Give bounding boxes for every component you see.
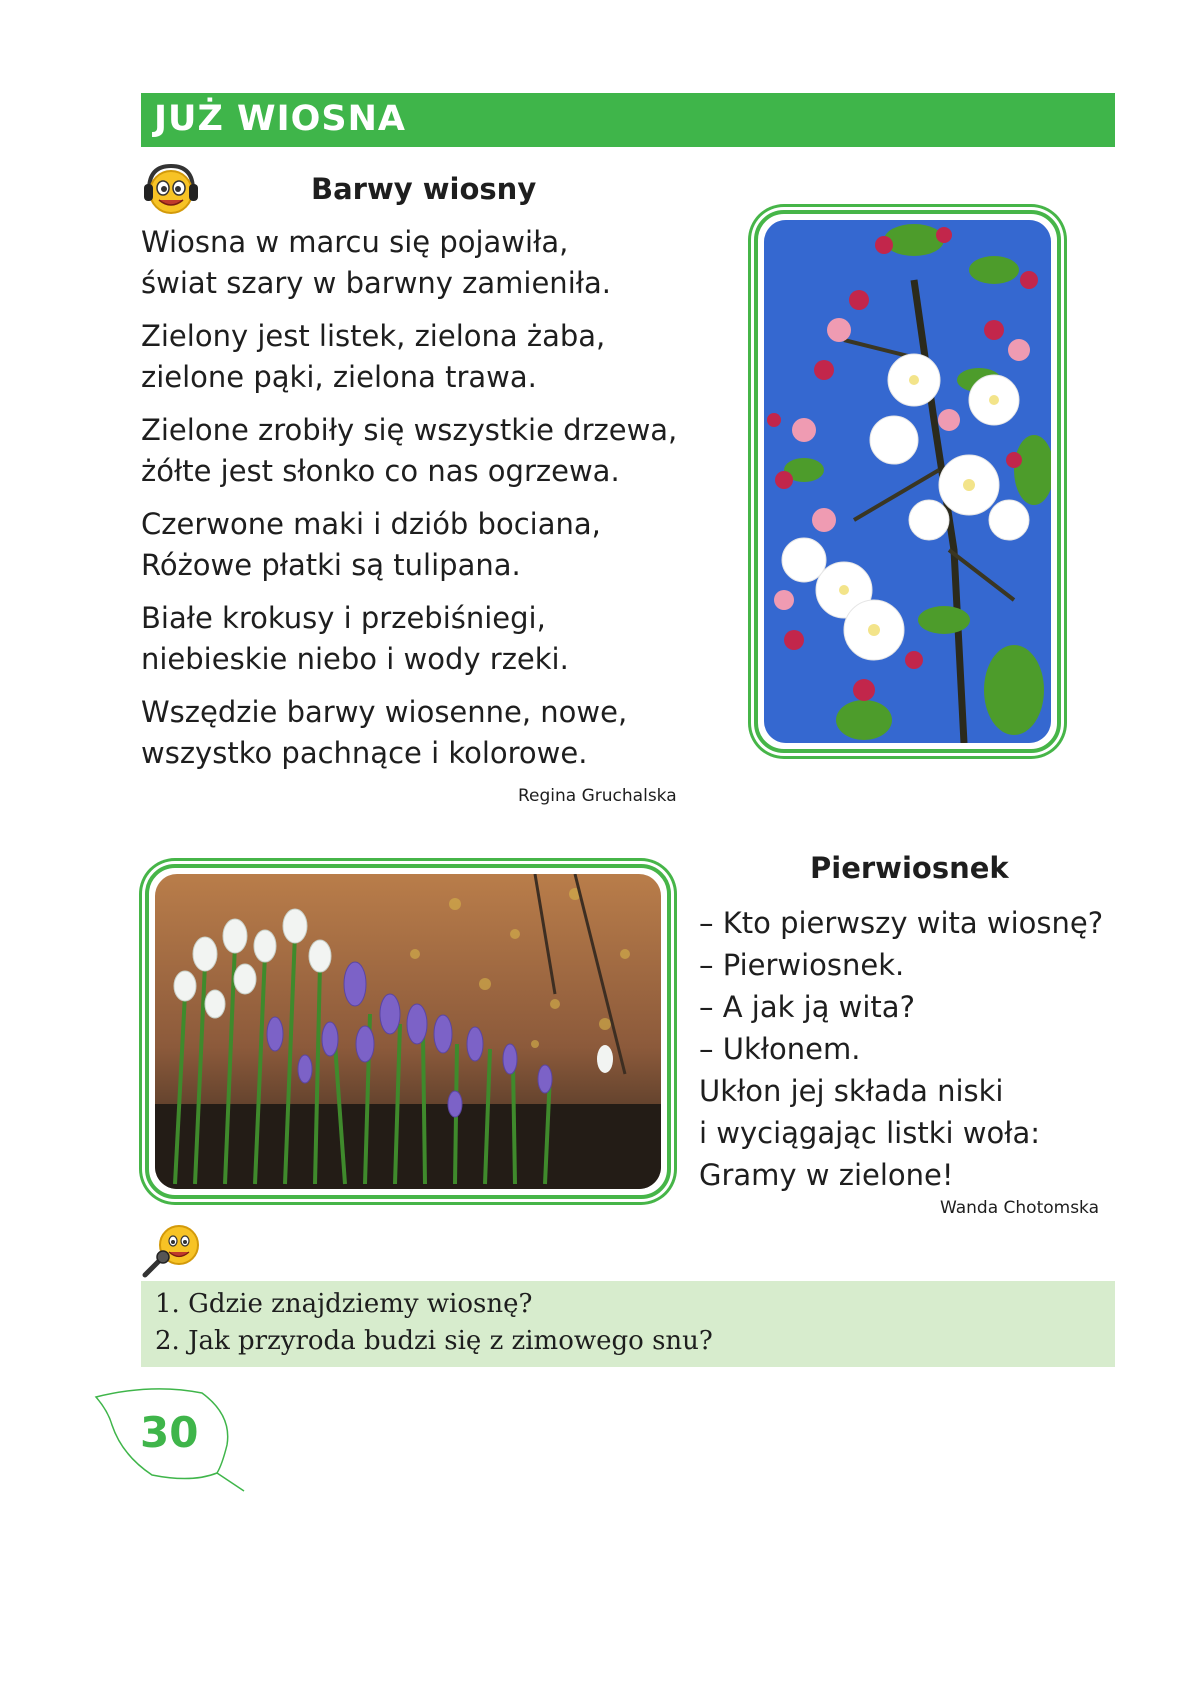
section-banner xyxy=(141,93,1115,147)
section-title: JUŻ WIOSNA xyxy=(154,99,406,139)
poem-line: Białe krokusy i przebiśniegi, xyxy=(141,601,546,635)
snowdrops-crocuses-image xyxy=(155,874,661,1189)
poem-line: Zielone zrobiły się wszystkie drzewa, xyxy=(141,413,678,447)
poem-stanza xyxy=(141,504,677,586)
poem-line: Zielony jest listek, zielona żaba, xyxy=(141,319,606,353)
poem-line: wszystko pachnące i kolorowe. xyxy=(141,736,588,770)
poem-author: Wanda Chotomska xyxy=(940,1198,1100,1218)
poem-line: Ukłon jej składa niski xyxy=(699,1074,1004,1108)
question-item: 2. Jak przyroda budzi się z zimowego snu? xyxy=(155,1326,713,1356)
poem-line: Czerwone maki i dziób bociana, xyxy=(141,507,601,541)
poem-line: Wiosna w marcu się pojawiła, xyxy=(141,225,569,259)
page-number: 30 xyxy=(140,1408,199,1457)
poem-stanza xyxy=(141,222,677,304)
snowdrops-crocuses-photo xyxy=(145,864,671,1199)
apple-blossom-photo xyxy=(754,210,1061,753)
poem-line: żółte jest słonko co nas ogrzewa. xyxy=(141,454,620,488)
poem-line: – A jak ją wita? xyxy=(699,990,915,1024)
poem-line: i wyciągając listki woła: xyxy=(699,1116,1041,1150)
poem-body xyxy=(699,902,1103,1196)
poem-stanza xyxy=(141,410,677,492)
questions-box xyxy=(141,1281,1115,1367)
poem-body xyxy=(141,222,677,786)
apple-blossom-image xyxy=(764,220,1051,743)
poem-line: – Kto pierwszy wita wiosnę? xyxy=(699,906,1104,940)
poem-stanza xyxy=(141,316,677,398)
poem-line: niebieskie niebo i wody rzeki. xyxy=(141,642,569,676)
poem-line: zielone pąki, zielona trawa. xyxy=(141,360,537,394)
poem-stanza xyxy=(141,598,677,680)
poem-line: – Ukłonem. xyxy=(699,1032,861,1066)
question-item: 1. Gdzie znajdziemy wiosnę? xyxy=(155,1289,533,1319)
poem-stanza xyxy=(141,692,677,774)
poem-line: Różowe płatki są tulipana. xyxy=(141,548,521,582)
poem-title: Pierwiosnek xyxy=(810,851,1009,885)
poem-line: świat szary w barwny zamieniła. xyxy=(141,266,611,300)
microphone-smiley-icon xyxy=(141,1223,203,1279)
poem-line: Wszędzie barwy wiosenne, nowe, xyxy=(141,695,628,729)
poem-title: Barwy wiosny xyxy=(311,172,537,206)
poem-author: Regina Gruchalska xyxy=(518,786,677,806)
poem-line: Gramy w zielone! xyxy=(699,1158,954,1192)
poem-line: – Pierwiosnek. xyxy=(699,948,905,982)
headphones-smiley-icon xyxy=(141,160,201,218)
